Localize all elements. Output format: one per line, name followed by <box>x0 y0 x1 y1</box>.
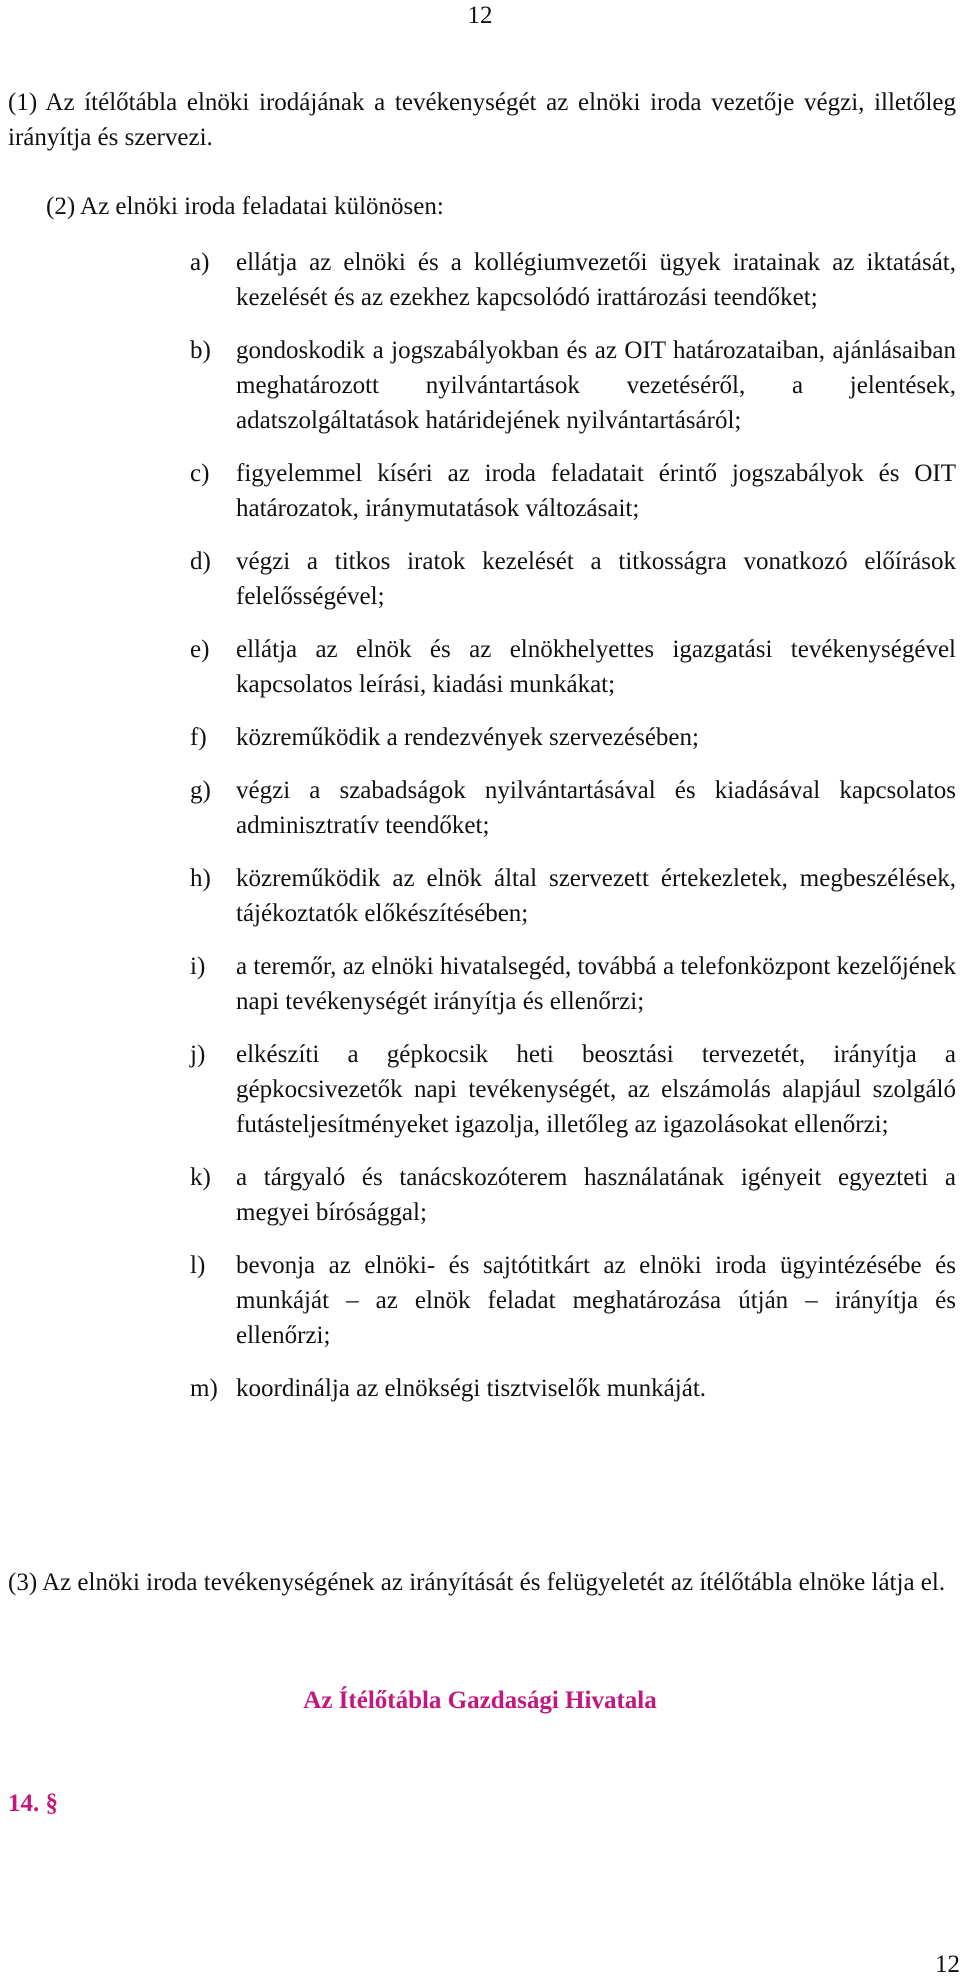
list-item-marker: b) <box>190 337 211 364</box>
page-number-bottom: 12 <box>935 1951 960 1978</box>
list-item-text: közreműködik az elnök által szervezett értekezletek, megbeszélések, tájékoztatók előkészítésében; <box>236 865 956 927</box>
duties-list <box>190 245 956 1424</box>
list-item-text: a teremőr, az elnöki hivatalsegéd, továbbá a telefonközpont kezelőjének napi tevékenységét irányítja és ellenőrzi; <box>236 953 956 1015</box>
list-item-marker: f) <box>190 724 207 751</box>
list-item-text: figyelemmel kíséri az iroda feladatait érintő jogszabályok és OIT határozatok, iránymutatások változásait; <box>236 460 956 522</box>
paragraph-2-intro: (2) Az elnöki iroda feladatai különösen: <box>46 193 444 220</box>
list-item-text: ellátja az elnök és az elnökhelyettes igazgatási tevékenységével kapcsolatos leírási, kiadási munkákat; <box>236 636 956 698</box>
list-item <box>190 1248 956 1353</box>
list-item <box>190 861 956 931</box>
list-item <box>190 949 956 1019</box>
list-item-marker: h) <box>190 865 211 892</box>
list-item-marker: i) <box>190 953 206 980</box>
list-item <box>190 720 956 755</box>
list-item-text: közreműködik a rendezvények szervezésében; <box>236 724 699 751</box>
list-item-marker: c) <box>190 460 210 487</box>
list-item-text: végzi a szabadságok nyilvántartásával és kiadásával kapcsolatos adminisztratív teendőket; <box>236 777 956 839</box>
paragraph-1: (1) Az ítélőtábla elnöki irodájának a tevékenységét az elnöki iroda vezetője végzi, illetőleg irányítja és szervezi. <box>8 89 956 151</box>
list-item-marker: l) <box>190 1252 206 1279</box>
list-item <box>190 333 956 438</box>
section-number: 14. § <box>8 1790 58 1817</box>
list-item-marker: m) <box>190 1375 218 1402</box>
list-item-text: a tárgyaló és tanácskozóterem használatának igényeit egyezteti a megyei bírósággal; <box>236 1164 956 1226</box>
section-heading: Az Ítélőtábla Gazdasági Hivatala <box>303 1687 657 1714</box>
list-item-text: bevonja az elnöki- és sajtótitkárt az elnöki iroda ügyintézésébe és munkáját – az elnök feladat meghatározása útján – irányítja és ellenőrzi; <box>236 1252 956 1349</box>
list-item-marker: d) <box>190 548 211 575</box>
list-item-text: gondoskodik a jogszabályokban és az OIT határozataiban, ajánlásaiban meghatározott nyilvántartások vezetéséről, a jelentések, adatszolgáltatások határidejének nyilvántartásáról; <box>236 337 956 434</box>
list-item <box>190 773 956 843</box>
list-item <box>190 456 956 526</box>
list-item-marker: k) <box>190 1164 211 1191</box>
list-item <box>190 544 956 614</box>
list-item-marker: e) <box>190 636 210 663</box>
list-item <box>190 1037 956 1142</box>
list-item <box>190 1371 956 1406</box>
page-number-top: 12 <box>467 2 493 29</box>
list-item-marker: j) <box>190 1041 206 1068</box>
list-item-text: elkészíti a gépkocsik heti beosztási tervezetét, irányítja a gépkocsivezetők napi tevékenységét, az elszámolás alapjául szolgáló futásteljesítményeket igazolja, illetőleg az igazolásokat ellenőrzi; <box>236 1041 956 1138</box>
list-item-marker: a) <box>190 249 210 276</box>
list-item <box>190 1160 956 1230</box>
list-item-marker: g) <box>190 777 211 804</box>
list-item <box>190 632 956 702</box>
list-item <box>190 245 956 315</box>
list-item-text: koordinálja az elnökségi tisztviselők munkáját. <box>236 1375 707 1402</box>
paragraph-3: (3) Az elnöki iroda tevékenységének az irányítását és felügyeletét az ítélőtábla elnöke látja el. <box>8 1569 946 1596</box>
list-item-text: végzi a titkos iratok kezelését a titkosságra vonatkozó előírások felelősségével; <box>236 548 956 610</box>
list-item-text: ellátja az elnöki és a kollégiumvezetői ügyek iratainak az iktatását, kezelését és az ezekhez kapcsolódó irattározási teendőket; <box>236 249 956 311</box>
